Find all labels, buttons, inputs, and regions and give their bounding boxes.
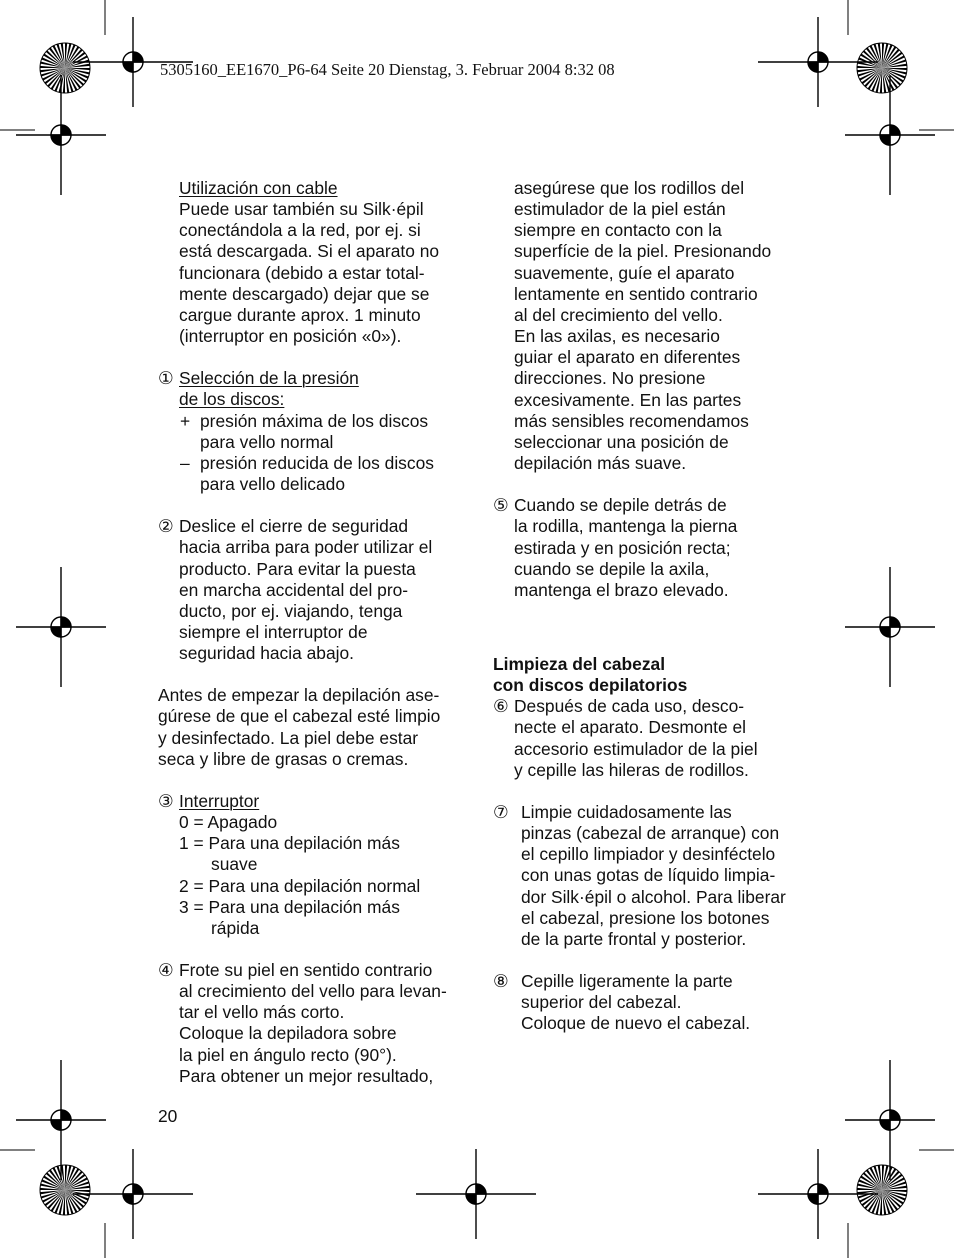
text-line: asegúrese que los rodillos del — [514, 178, 745, 198]
text-line: mente descargado) dejar que se — [179, 283, 430, 304]
text-line: conectándola a la red, por ej. si — [179, 220, 421, 241]
text-line: Antes de empezar la depilación ase- — [158, 685, 440, 706]
step-number: ① — [158, 368, 174, 389]
text-line: seguridad hacia abajo. — [179, 643, 355, 664]
section-1 — [158, 368, 468, 495]
text-line: más sensibles recomendamos — [514, 410, 749, 431]
cable-section — [158, 178, 468, 347]
text-line: seca y libre de grasas o cremas. — [158, 748, 409, 769]
text-line: rápida — [211, 917, 260, 938]
section-2-text — [158, 516, 468, 664]
text-line: lentamente en sentido contrario — [514, 283, 758, 304]
starburst-mark — [857, 1165, 907, 1215]
text-line: ducto, por ej. viajando, tenga — [179, 600, 403, 621]
section-6-text — [493, 696, 813, 781]
text-line: de los discos: — [179, 389, 285, 410]
text-line: Después de cada uso, desco- — [514, 696, 745, 717]
text-line: Selección de la presión — [179, 368, 359, 389]
text-line: 1 = Para una depilación más — [179, 833, 400, 854]
text-line: Coloque la depiladora sobre — [179, 1023, 397, 1044]
list-item: + presión máxima de los discos para vello normal — [158, 411, 468, 453]
text-line: suavemente, guíe el aparato — [514, 262, 735, 283]
text-line: superfície de la piel. Presionando — [514, 241, 772, 262]
switch-setting — [158, 833, 468, 875]
step-number: ⑥ — [493, 696, 509, 717]
text-line: funcionara (debido a estar total- — [179, 262, 425, 283]
step-number: ⑤ — [493, 495, 509, 516]
starburst-mark — [40, 43, 90, 93]
text-line: y desinfectado. La piel debe estar — [158, 727, 419, 748]
continued-text — [493, 178, 813, 474]
text-line: al del crecimiento del vello. — [514, 304, 723, 325]
text-line: Limpie cuidadosamente las — [521, 801, 732, 822]
text-line: está descargada. Si el aparato no — [179, 241, 440, 262]
before-text — [158, 685, 468, 770]
text-line: en marcha accidental del pro- — [179, 579, 409, 600]
section-4 — [158, 960, 468, 1087]
text-line: (interruptor en posición «0»). — [179, 326, 402, 347]
text-line: producto. Para evitar la puesta — [179, 558, 416, 579]
text-line: estirada y en posición recta; — [514, 537, 731, 558]
text-line: para vello delicado — [200, 474, 346, 495]
switch-setting — [158, 897, 468, 939]
text-line: con discos depilatorios — [493, 675, 688, 696]
step-number: ② — [158, 516, 174, 537]
right-column — [493, 178, 813, 1034]
text-line: Cepille ligeramente la parte — [521, 971, 733, 991]
text-line: 3 = Para una depilación más — [179, 896, 400, 917]
text-line: gúrese de que el cabezal esté limpio — [158, 706, 441, 727]
text-line: cuando se depile la axila, — [514, 558, 710, 579]
section-8 — [493, 971, 813, 1034]
text-line: Coloque de nuevo el cabezal. — [521, 1013, 751, 1034]
text-line: direcciones. No presione — [514, 368, 706, 389]
text-line: siempre en contacto con la — [514, 220, 722, 241]
text-line: el cepillo limpiador y desinféctelo — [521, 844, 776, 865]
section-2 — [158, 516, 468, 664]
step-number: ③ — [158, 790, 174, 811]
text-line: presión máxima de los discos — [200, 410, 429, 431]
text-line: Cuando se depile detrás de — [514, 495, 727, 516]
text-line: el cabezal, presione los botones — [521, 907, 770, 928]
text-line: Para obtener un mejor resultado, — [179, 1065, 434, 1086]
section-3 — [158, 791, 468, 939]
cable-text — [158, 199, 468, 347]
text-line: 2 = Para una depilación normal — [179, 875, 421, 896]
text-line: presión reducida de los discos — [200, 452, 434, 473]
text-line: con unas gotas de líquido limpia- — [521, 865, 776, 886]
list-item: – presión reducida de los discos para vello delicado — [158, 453, 468, 495]
text-line: Limpieza del cabezal — [493, 653, 666, 674]
section-6 — [493, 696, 813, 781]
text-line: guiar el aparato en diferentes — [514, 347, 741, 368]
cable-title: Utilización con cable — [179, 178, 338, 198]
text-line: excesivamente. En las partes — [514, 389, 742, 410]
starburst-mark — [40, 1165, 90, 1215]
text-line: cargue durante aprox. 1 minuto — [179, 304, 421, 325]
left-column — [158, 178, 468, 1087]
print-header: 5305160_EE1670_P6-64 Seite 20 Dienstag, 3. Februar 2004 8:32 08 — [160, 60, 615, 79]
text-line: Deslice el cierre de seguridad — [179, 516, 409, 537]
starburst-mark — [857, 43, 907, 93]
step-number: ⑧ — [493, 971, 509, 991]
text-line: dor Silk·épil o alcohol. Para liberar — [521, 886, 786, 907]
step-number: ⑦ — [493, 801, 509, 822]
text-line: pinzas (cabezal de arranque) con — [521, 823, 780, 844]
section-1-title — [158, 368, 468, 410]
text-line: En las axilas, es necesario — [514, 326, 720, 347]
text-line: siempre el interruptor de — [179, 621, 368, 642]
text-line: Puede usar también su Silk·épil — [179, 199, 424, 220]
section-8-text — [493, 971, 813, 1034]
text-line: depilación más suave. — [514, 453, 687, 474]
text-line: estimulador de la piel están — [514, 199, 726, 220]
text-line: necte el aparato. Desmonte el — [514, 717, 747, 738]
text-line: suave — [211, 854, 258, 875]
cleaning-heading — [493, 654, 813, 696]
step-number: ④ — [158, 960, 174, 980]
section-7-text — [493, 802, 813, 950]
section-7 — [493, 802, 813, 950]
text-line: de la parte frontal y posterior. — [521, 928, 747, 949]
section-4-text — [158, 960, 468, 1087]
text-line: al crecimiento del vello para levan- — [179, 981, 447, 1002]
text-line: la rodilla, mantenga la pierna — [514, 516, 738, 537]
text-line: accesorio estimulador de la piel — [514, 738, 758, 759]
section-5 — [493, 495, 813, 601]
switch-setting — [158, 812, 468, 833]
text-line: Frote su piel en sentido contrario — [179, 960, 433, 980]
text-line: hacia arriba para poder utilizar el — [179, 537, 433, 558]
page-number: 20 — [158, 1106, 178, 1126]
text-line: la piel en ángulo recto (90°). — [179, 1044, 397, 1065]
text-line: mantenga el brazo elevado. — [514, 579, 729, 600]
section-5-text — [493, 495, 813, 601]
switch-setting — [158, 876, 468, 897]
text-line: 0 = Apagado — [179, 812, 278, 833]
text-line: para vello normal — [200, 431, 334, 452]
text-line: superior del cabezal. — [521, 992, 682, 1013]
section-3-title: Interruptor — [179, 790, 260, 811]
text-line: tar el vello más corto. — [179, 1002, 345, 1023]
text-line: seleccionar una posición de — [514, 431, 729, 452]
text-line: y cepille las hileras de rodillos. — [514, 759, 749, 780]
